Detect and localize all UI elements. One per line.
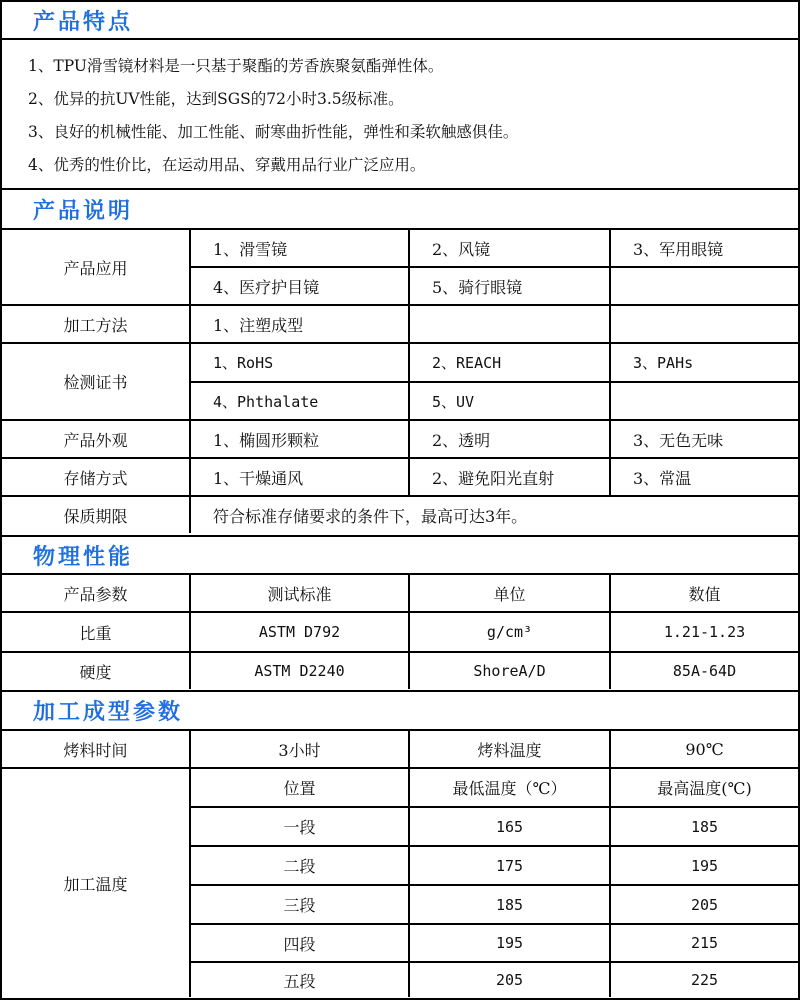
max-temp: 225: [610, 962, 798, 997]
max-temp: 205: [610, 885, 798, 924]
column-header: 最低温度（℃）: [409, 768, 610, 807]
max-temp: 195: [610, 846, 798, 885]
appearance-item: 1、椭圆形颗粒: [190, 420, 409, 458]
drying-time-value: 3小时: [190, 731, 409, 768]
min-temp: 195: [409, 924, 610, 962]
min-temp: 175: [409, 846, 610, 885]
max-temp: 185: [610, 807, 798, 846]
param-name: 比重: [2, 612, 190, 652]
row-label-storage: 存储方式: [2, 458, 190, 496]
feature-line: 1、TPU滑雪镜材料是一只基于聚酯的芳香族聚氨酯弹性体。: [28, 57, 444, 75]
column-header: 数值: [610, 575, 798, 612]
table-header-row: [2, 575, 798, 612]
application-item: 1、滑雪镜: [190, 230, 409, 267]
processing-item: [409, 305, 610, 343]
drying-temp-label: 烤料温度: [409, 731, 610, 768]
table-header-row: [2, 768, 798, 807]
storage-item: 2、避免阳光直射: [409, 458, 610, 496]
certificate-item: 2、REACH: [409, 343, 610, 382]
features-list: [2, 40, 798, 190]
description-table: [2, 230, 798, 533]
zone-name: 三段: [190, 885, 409, 924]
application-item: 2、风镜: [409, 230, 610, 267]
table-row: [2, 612, 798, 652]
certificate-item: 1、RoHS: [190, 343, 409, 382]
test-standard: ASTM D792: [190, 612, 409, 652]
storage-item: 1、干燥通风: [190, 458, 409, 496]
application-item: 3、军用眼镜: [610, 230, 798, 267]
table-row: [2, 731, 798, 768]
section-title-physical: 物理性能: [2, 535, 798, 575]
unit: g/cm³: [409, 612, 610, 652]
feature-line: 2、优异的抗UV性能，达到SGS的72小时3.5级标准。: [28, 90, 404, 108]
table-row: [2, 230, 798, 267]
row-label-shelf-life: 保质期限: [2, 496, 190, 533]
min-temp: 165: [409, 807, 610, 846]
processing-item: 1、注塑成型: [190, 305, 409, 343]
max-temp: 215: [610, 924, 798, 962]
certificate-item: 4、Phthalate: [190, 382, 409, 420]
column-header: 产品参数: [2, 575, 190, 612]
zone-name: 二段: [190, 846, 409, 885]
application-item: 4、医疗护目镜: [190, 267, 409, 305]
row-label-appearance: 产品外观: [2, 420, 190, 458]
table-row: [2, 458, 798, 496]
min-temp: 185: [409, 885, 610, 924]
value: 85A-64D: [610, 652, 798, 689]
table-row: [2, 305, 798, 343]
zone-name: 四段: [190, 924, 409, 962]
drying-time-label: 烤料时间: [2, 731, 190, 768]
certificate-item: 5、UV: [409, 382, 610, 420]
value: 1.21-1.23: [610, 612, 798, 652]
test-standard: ASTM D2240: [190, 652, 409, 689]
application-item: 5、骑行眼镜: [409, 267, 610, 305]
section-title-molding: 加工成型参数: [2, 690, 798, 731]
certificate-item: [610, 382, 798, 420]
table-row: [2, 420, 798, 458]
table-row: [2, 343, 798, 382]
molding-table: [2, 731, 798, 997]
row-label-certificates: 检测证书: [2, 343, 190, 420]
appearance-item: 2、透明: [409, 420, 610, 458]
table-row: [2, 652, 798, 689]
column-header: 单位: [409, 575, 610, 612]
certificate-item: 3、PAHs: [610, 343, 798, 382]
row-label-processing: 加工方法: [2, 305, 190, 343]
zone-name: 五段: [190, 962, 409, 997]
column-header: 最高温度(℃): [610, 768, 798, 807]
feature-line: 4、优秀的性价比，在运动用品、穿戴用品行业广泛应用。: [28, 156, 426, 174]
row-label-application: 产品应用: [2, 230, 190, 305]
drying-temp-value: 90℃: [610, 731, 798, 768]
table-row: [2, 496, 798, 533]
unit: ShoreA/D: [409, 652, 610, 689]
processing-item: [610, 305, 798, 343]
processing-temp-label: 加工温度: [2, 768, 190, 997]
appearance-item: 3、无色无味: [610, 420, 798, 458]
application-item: [610, 267, 798, 305]
feature-line: 3、良好的机械性能、加工性能、耐寒曲折性能，弹性和柔软触感俱佳。: [28, 123, 519, 141]
column-header: 位置: [190, 768, 409, 807]
zone-name: 一段: [190, 807, 409, 846]
storage-item: 3、常温: [610, 458, 798, 496]
column-header: 测试标准: [190, 575, 409, 612]
physical-table: [2, 575, 798, 689]
param-name: 硬度: [2, 652, 190, 689]
section-title-description: 产品说明: [2, 190, 798, 230]
shelf-life-text: 符合标准存储要求的条件下，最高可达3年。: [190, 496, 798, 533]
min-temp: 205: [409, 962, 610, 997]
section-title-features: 产品特点: [2, 2, 798, 40]
